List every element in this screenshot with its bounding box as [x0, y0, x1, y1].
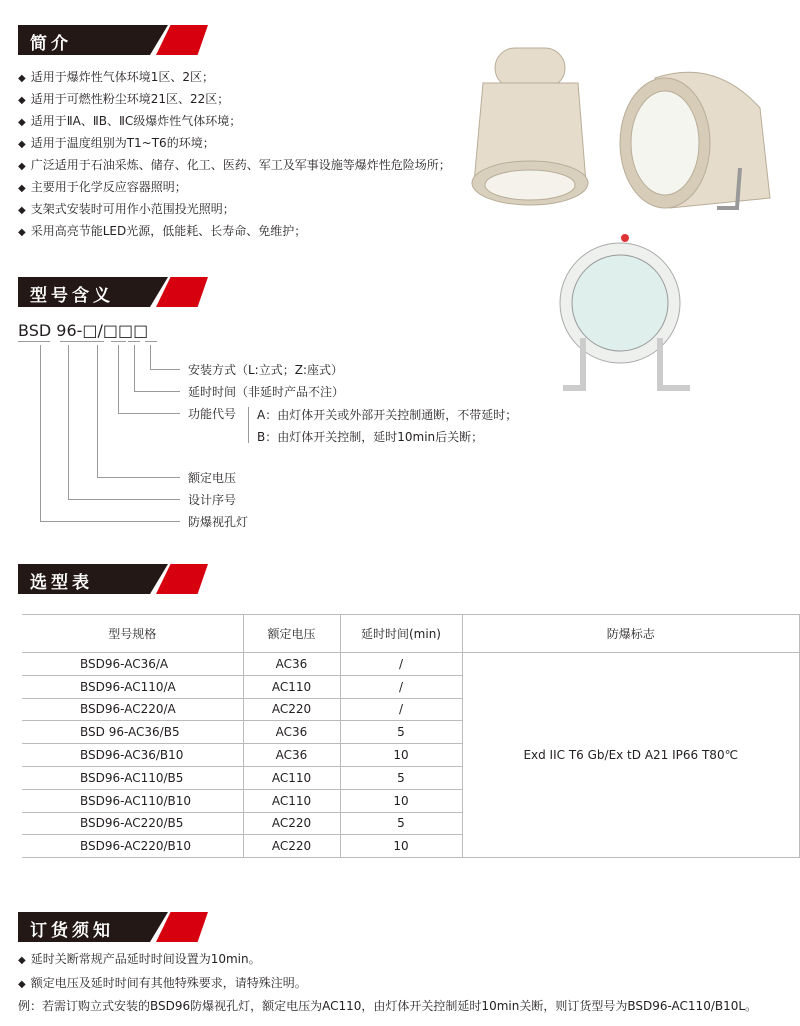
intro-item: ◆ 主要用于化学反应容器照明；	[18, 180, 187, 194]
underline	[18, 341, 50, 342]
model-label: 延时时间（非延时产品不注）	[188, 385, 345, 399]
function-a: A：由灯体开关或外部开关控制通断，不带延时；	[257, 408, 518, 422]
model-label: 防爆视孔灯	[188, 515, 249, 529]
table-row: BSD96-AC110/B5 AC110 5	[22, 766, 800, 789]
intro-item: ◆ 适用于温度组别为T1~T6的环境；	[18, 136, 215, 150]
underline	[60, 341, 90, 342]
section-header-model: 型号含义	[18, 277, 193, 307]
col-header: 防爆标志	[462, 615, 800, 653]
underline	[111, 341, 126, 342]
product-photo-lamps	[455, 38, 800, 393]
col-header: 额定电压	[243, 615, 340, 653]
divider	[248, 407, 249, 443]
order-item: ◆ 延时关断常规产品延时时间设置为10min。	[18, 952, 261, 966]
table-row: BSD96-AC220/A AC220 /	[22, 698, 800, 721]
section-header-intro: 简介	[18, 25, 193, 55]
table-row: BSD 96-AC36/B5 AC36 5	[22, 721, 800, 744]
table-row: BSD96-AC36/B10 AC36 10	[22, 744, 800, 767]
model-label: 功能代号	[188, 407, 237, 421]
leader-line	[68, 345, 69, 499]
underline	[145, 341, 157, 342]
selection-table	[22, 614, 800, 858]
intro-item: ◆ 适用于ⅡA、ⅡB、ⅡC级爆炸性气体环境；	[18, 114, 242, 128]
leader-line	[97, 477, 180, 478]
order-example: 例：若需订购立式安装的BSD96防爆视孔灯，额定电压为AC110，由灯体开关控制延时10min关断，则订货型号为BSD96-AC110/B10L。	[18, 999, 758, 1013]
model-code: BSD 96-□/□□□	[18, 321, 149, 340]
section-header-table: 选型表	[18, 564, 193, 594]
leader-line	[150, 345, 151, 369]
model-label: 设计序号	[188, 493, 237, 507]
order-item: ◆ 额定电压及延时时间有其他特殊要求，请特殊注明。	[18, 976, 307, 990]
intro-item: ◆ 支架式安装时可用作小范围投光照明；	[18, 202, 235, 216]
leader-line	[40, 345, 41, 521]
table-row: BSD96-AC110/B10 AC110 10	[22, 789, 800, 812]
section-header-order: 订货须知	[18, 912, 193, 942]
underline	[128, 341, 140, 342]
model-label: 额定电压	[188, 471, 237, 485]
leader-line	[118, 345, 119, 413]
intro-item: ◆ 广泛适用于石油采炼、储存、化工、医药、军工及军事设施等爆炸性危险场所；	[18, 158, 451, 172]
col-header: 型号规格	[22, 615, 243, 653]
leader-line	[134, 345, 135, 391]
explosion-marking: Exd IIC T6 Gb/Ex tD A21 IP66 T80℃	[462, 653, 800, 858]
leader-line	[118, 413, 180, 414]
table-row: BSD96-AC110/A AC110 /	[22, 675, 800, 698]
leader-line	[40, 521, 180, 522]
model-label: 安装方式（L:立式；Z:座式）	[188, 363, 343, 377]
underline	[88, 341, 104, 342]
table-row: BSD96-AC220/B5 AC220 5	[22, 812, 800, 835]
leader-line	[68, 499, 180, 500]
table-row: BSD96-AC36/A AC36 / Exd IIC T6 Gb/Ex tD A21 IP66 T80℃	[22, 653, 800, 676]
intro-item: ◆ 采用高亮节能LED光源，低能耗、长寿命、免维护；	[18, 224, 307, 238]
leader-line	[134, 391, 180, 392]
function-b: B：由灯体开关控制，延时10min后关断；	[257, 430, 484, 444]
table-row: BSD96-AC220/B10 AC220 10	[22, 835, 800, 858]
leader-line	[97, 345, 98, 477]
leader-line	[150, 369, 180, 370]
col-header: 延时时间(min)	[340, 615, 462, 653]
intro-item: ◆ 适用于爆炸性气体环境1区、2区；	[18, 70, 214, 84]
intro-item: ◆ 适用于可燃性粉尘环境21区、22区；	[18, 92, 230, 106]
